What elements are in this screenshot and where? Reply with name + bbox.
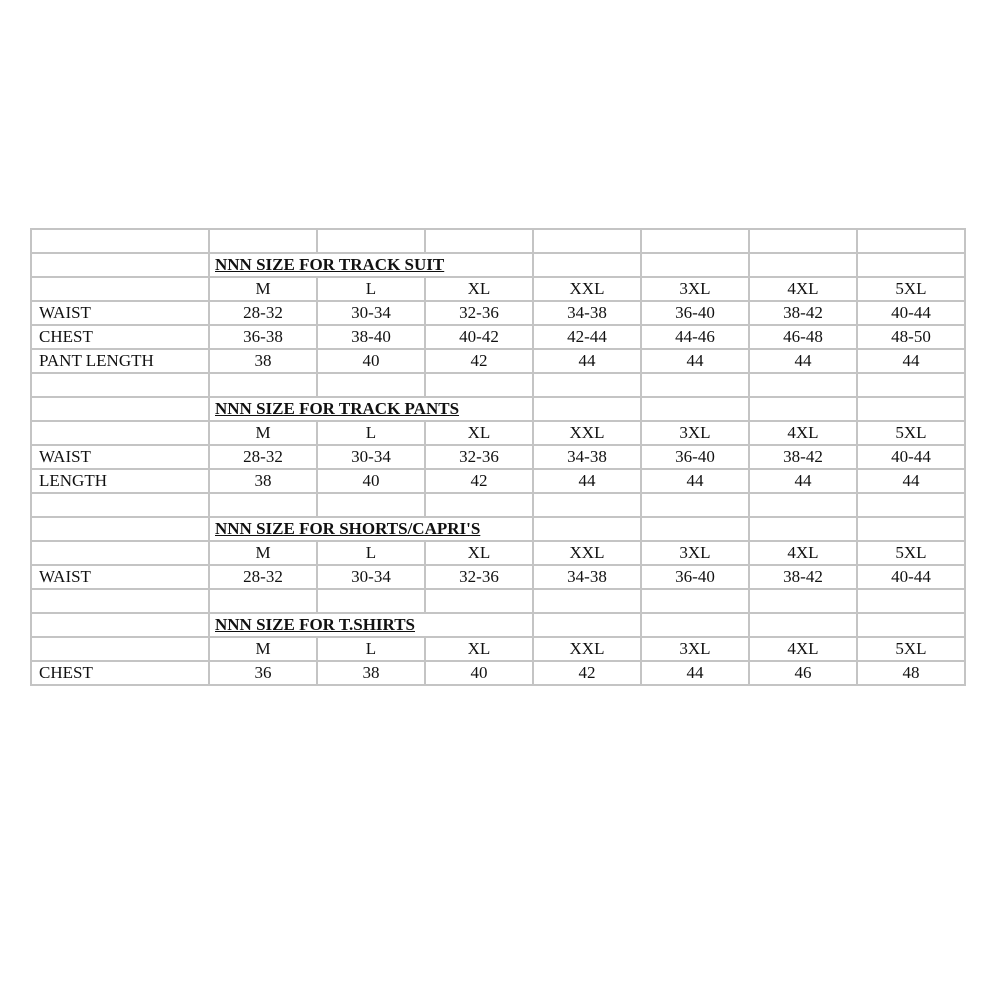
measurement-value: 44 xyxy=(749,349,857,373)
empty-cell xyxy=(749,517,857,541)
size-chart-body xyxy=(31,229,965,685)
measurement-value: 40 xyxy=(425,661,533,685)
size-header-row xyxy=(31,541,965,565)
empty-cell xyxy=(857,589,965,613)
empty-cell xyxy=(749,397,857,421)
measurement-label: WAIST xyxy=(31,565,209,589)
empty-cell xyxy=(857,253,965,277)
empty-cell xyxy=(749,493,857,517)
blank-row xyxy=(31,493,965,517)
size-header-row xyxy=(31,421,965,445)
size-header-cell: M xyxy=(209,277,317,301)
size-header-cell: L xyxy=(317,541,425,565)
measurement-value: 36-40 xyxy=(641,565,749,589)
measurement-value: 38 xyxy=(317,661,425,685)
section-title: NNN SIZE FOR SHORTS/CAPRI'S xyxy=(215,519,481,538)
measurement-value: 40-44 xyxy=(857,301,965,325)
size-header-cell: M xyxy=(209,541,317,565)
measurement-row xyxy=(31,661,965,685)
measurement-value: 28-32 xyxy=(209,301,317,325)
measurement-value: 42 xyxy=(425,469,533,493)
empty-cell xyxy=(209,229,317,253)
empty-cell xyxy=(857,229,965,253)
measurement-value: 44 xyxy=(533,469,641,493)
empty-cell xyxy=(749,253,857,277)
empty-cell xyxy=(425,493,533,517)
empty-cell xyxy=(31,637,209,661)
size-header-cell: 4XL xyxy=(749,421,857,445)
size-chart-table xyxy=(30,228,966,686)
empty-cell xyxy=(317,589,425,613)
section-title-cell xyxy=(209,397,533,421)
blank-row xyxy=(31,373,965,397)
section-title-cell xyxy=(209,517,533,541)
measurement-label: LENGTH xyxy=(31,469,209,493)
measurement-value: 38-40 xyxy=(317,325,425,349)
size-header-cell: XXL xyxy=(533,421,641,445)
measurement-value: 44 xyxy=(641,469,749,493)
measurement-value: 32-36 xyxy=(425,565,533,589)
empty-cell xyxy=(641,373,749,397)
measurement-value: 30-34 xyxy=(317,445,425,469)
measurement-row xyxy=(31,349,965,373)
size-header-cell: XL xyxy=(425,541,533,565)
measurement-value: 44-46 xyxy=(641,325,749,349)
measurement-value: 42 xyxy=(425,349,533,373)
section-title-cell xyxy=(209,613,533,637)
measurement-row xyxy=(31,445,965,469)
size-header-row xyxy=(31,277,965,301)
section-title-row xyxy=(31,613,965,637)
empty-cell xyxy=(533,589,641,613)
empty-cell xyxy=(317,493,425,517)
blank-row xyxy=(31,229,965,253)
section-title: NNN SIZE FOR T.SHIRTS xyxy=(215,615,415,634)
empty-cell xyxy=(31,277,209,301)
measurement-value: 38 xyxy=(209,469,317,493)
measurement-value: 44 xyxy=(533,349,641,373)
empty-cell xyxy=(641,517,749,541)
empty-cell xyxy=(425,229,533,253)
measurement-value: 28-32 xyxy=(209,445,317,469)
measurement-row xyxy=(31,301,965,325)
section-title-row xyxy=(31,397,965,421)
size-header-cell: 4XL xyxy=(749,541,857,565)
empty-cell xyxy=(641,613,749,637)
measurement-value: 40 xyxy=(317,349,425,373)
measurement-value: 34-38 xyxy=(533,445,641,469)
measurement-value: 38-42 xyxy=(749,445,857,469)
measurement-value: 40 xyxy=(317,469,425,493)
empty-cell xyxy=(533,253,641,277)
measurement-value: 38 xyxy=(209,349,317,373)
measurement-value: 30-34 xyxy=(317,565,425,589)
empty-cell xyxy=(31,421,209,445)
size-header-cell: M xyxy=(209,421,317,445)
measurement-value: 48 xyxy=(857,661,965,685)
measurement-value: 36-38 xyxy=(209,325,317,349)
measurement-row xyxy=(31,469,965,493)
measurement-value: 44 xyxy=(749,469,857,493)
empty-cell xyxy=(31,397,209,421)
measurement-label: CHEST xyxy=(31,325,209,349)
size-header-cell: 3XL xyxy=(641,421,749,445)
section-title: NNN SIZE FOR TRACK PANTS xyxy=(215,399,460,418)
measurement-value: 34-38 xyxy=(533,565,641,589)
size-header-cell: XL xyxy=(425,637,533,661)
blank-row xyxy=(31,589,965,613)
size-header-cell: 5XL xyxy=(857,277,965,301)
measurement-value: 36-40 xyxy=(641,301,749,325)
empty-cell xyxy=(31,613,209,637)
measurement-row xyxy=(31,565,965,589)
size-header-cell: 4XL xyxy=(749,277,857,301)
empty-cell xyxy=(31,589,209,613)
empty-cell xyxy=(641,253,749,277)
empty-cell xyxy=(857,517,965,541)
measurement-value: 44 xyxy=(641,349,749,373)
measurement-value: 32-36 xyxy=(425,301,533,325)
empty-cell xyxy=(31,229,209,253)
empty-cell xyxy=(31,493,209,517)
size-header-cell: 5XL xyxy=(857,421,965,445)
empty-cell xyxy=(317,229,425,253)
empty-cell xyxy=(209,373,317,397)
measurement-row xyxy=(31,325,965,349)
measurement-value: 40-42 xyxy=(425,325,533,349)
size-header-cell: 5XL xyxy=(857,637,965,661)
empty-cell xyxy=(749,229,857,253)
size-header-cell: L xyxy=(317,637,425,661)
size-header-cell: 3XL xyxy=(641,637,749,661)
empty-cell xyxy=(641,397,749,421)
measurement-label: WAIST xyxy=(31,445,209,469)
empty-cell xyxy=(533,397,641,421)
section-title-row xyxy=(31,253,965,277)
empty-cell xyxy=(749,373,857,397)
measurement-value: 40-44 xyxy=(857,445,965,469)
empty-cell xyxy=(533,373,641,397)
measurement-value: 36 xyxy=(209,661,317,685)
size-header-cell: XL xyxy=(425,421,533,445)
empty-cell xyxy=(641,493,749,517)
empty-cell xyxy=(749,613,857,637)
empty-cell xyxy=(857,613,965,637)
measurement-value: 42 xyxy=(533,661,641,685)
section-title: NNN SIZE FOR TRACK SUIT xyxy=(215,255,445,274)
measurement-value: 40-44 xyxy=(857,565,965,589)
size-header-cell: XL xyxy=(425,277,533,301)
measurement-label: CHEST xyxy=(31,661,209,685)
measurement-value: 38-42 xyxy=(749,565,857,589)
empty-cell xyxy=(31,373,209,397)
measurement-value: 48-50 xyxy=(857,325,965,349)
empty-cell xyxy=(317,373,425,397)
empty-cell xyxy=(31,253,209,277)
measurement-label: PANT LENGTH xyxy=(31,349,209,373)
size-header-cell: 4XL xyxy=(749,637,857,661)
size-header-cell: L xyxy=(317,277,425,301)
measurement-value: 44 xyxy=(857,469,965,493)
measurement-value: 44 xyxy=(641,661,749,685)
size-header-cell: XXL xyxy=(533,637,641,661)
empty-cell xyxy=(857,397,965,421)
empty-cell xyxy=(533,517,641,541)
measurement-value: 46-48 xyxy=(749,325,857,349)
measurement-value: 30-34 xyxy=(317,301,425,325)
empty-cell xyxy=(533,229,641,253)
measurement-value: 36-40 xyxy=(641,445,749,469)
empty-cell xyxy=(641,589,749,613)
section-title-row xyxy=(31,517,965,541)
empty-cell xyxy=(209,493,317,517)
empty-cell xyxy=(749,589,857,613)
measurement-value: 28-32 xyxy=(209,565,317,589)
size-header-cell: M xyxy=(209,637,317,661)
size-header-cell: 3XL xyxy=(641,541,749,565)
empty-cell xyxy=(641,229,749,253)
measurement-value: 42-44 xyxy=(533,325,641,349)
empty-cell xyxy=(31,541,209,565)
measurement-value: 44 xyxy=(857,349,965,373)
size-header-cell: XXL xyxy=(533,541,641,565)
measurement-value: 32-36 xyxy=(425,445,533,469)
empty-cell xyxy=(31,517,209,541)
empty-cell xyxy=(857,493,965,517)
empty-cell xyxy=(209,589,317,613)
section-title-cell xyxy=(209,253,533,277)
empty-cell xyxy=(533,613,641,637)
empty-cell xyxy=(425,373,533,397)
size-header-cell: L xyxy=(317,421,425,445)
size-header-cell: 5XL xyxy=(857,541,965,565)
measurement-value: 46 xyxy=(749,661,857,685)
measurement-value: 38-42 xyxy=(749,301,857,325)
size-header-cell: 3XL xyxy=(641,277,749,301)
measurement-label: WAIST xyxy=(31,301,209,325)
empty-cell xyxy=(425,589,533,613)
size-header-row xyxy=(31,637,965,661)
measurement-value: 34-38 xyxy=(533,301,641,325)
empty-cell xyxy=(857,373,965,397)
empty-cell xyxy=(533,493,641,517)
size-header-cell: XXL xyxy=(533,277,641,301)
